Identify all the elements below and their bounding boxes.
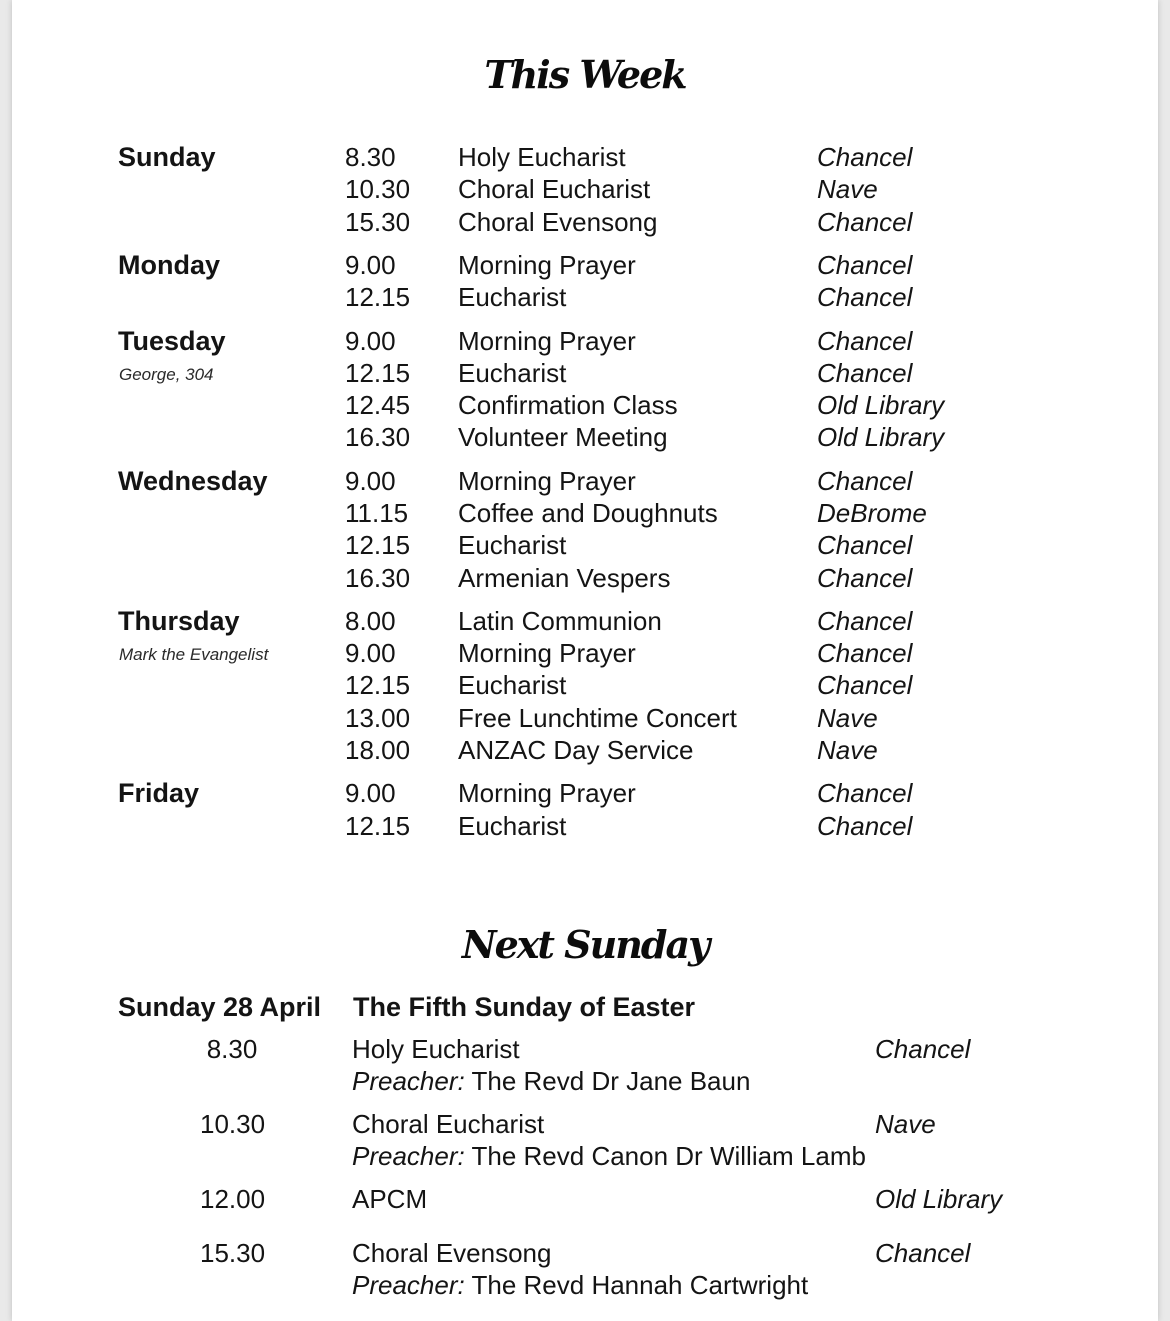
schedule-row <box>12 357 1158 389</box>
schedule-row <box>12 669 1158 701</box>
service-time: 12.15 <box>345 357 411 388</box>
service-place: Chancel <box>817 142 913 172</box>
service-time: 9.00 <box>345 249 396 280</box>
service-event: Morning Prayer <box>458 778 636 809</box>
service-time: 12.45 <box>345 390 411 421</box>
service-time: 9.00 <box>345 638 396 669</box>
service-time: 15.30 <box>200 1238 266 1268</box>
service-event: Morning Prayer <box>458 249 636 280</box>
service-event: Latin Communion <box>458 605 662 636</box>
next-sunday-date: Sunday 28 April <box>118 992 322 1022</box>
service-time: 12.15 <box>345 282 411 313</box>
schedule-row <box>12 605 1158 637</box>
service-place: Old Library <box>875 1184 1003 1214</box>
service-place: Chancel <box>817 325 913 356</box>
service-place: Chancel <box>875 1238 971 1268</box>
service-place: Chancel <box>817 778 913 809</box>
service-event: Volunteer Meeting <box>458 422 668 453</box>
service-event: Confirmation Class <box>458 390 678 421</box>
service-place: Old Library <box>817 390 945 421</box>
service-name: Choral Eucharist <box>352 1109 545 1139</box>
service-place: Nave <box>875 1109 936 1139</box>
service-event: Armenian Vespers <box>458 562 671 593</box>
schedule-row <box>12 281 1158 313</box>
service-event: Eucharist <box>458 810 567 841</box>
service-time: 12.15 <box>345 530 411 561</box>
service-time: 12.00 <box>200 1184 266 1214</box>
service-time: 11.15 <box>345 497 409 528</box>
this-week-heading: This Week <box>484 52 686 97</box>
preacher-name: The Revd Canon Dr William Lamb <box>471 1141 866 1171</box>
service-time: 12.15 <box>345 670 411 701</box>
service-event: ANZAC Day Service <box>458 735 694 766</box>
schedule-row <box>12 249 1158 281</box>
service-event: Eucharist <box>458 357 567 388</box>
service-name: APCM <box>352 1184 428 1214</box>
service-event: Eucharist <box>458 670 567 701</box>
schedule-row <box>12 734 1158 766</box>
service-place: Chancel <box>817 282 913 313</box>
service-name: Holy Eucharist <box>352 1034 520 1064</box>
service-time: 13.00 <box>345 702 411 733</box>
service-place: Chancel <box>817 670 913 701</box>
service-place: Chancel <box>817 249 913 280</box>
service-event: Coffee and Doughnuts <box>458 497 718 528</box>
preacher-name: The Revd Hannah Cartwright <box>471 1270 809 1300</box>
service-event: Choral Evensong <box>458 206 658 237</box>
service-time: 10.30 <box>200 1109 266 1139</box>
schedule-row <box>12 529 1158 561</box>
service-event: Holy Eucharist <box>458 142 626 172</box>
service-time: 8.00 <box>345 605 396 636</box>
service-event: Morning Prayer <box>458 465 636 496</box>
service-time: 10.30 <box>345 174 411 205</box>
day-name: Thursday <box>118 605 240 636</box>
schedule-row <box>12 465 1158 497</box>
service-place: Chancel <box>817 357 913 388</box>
service-place: Chancel <box>817 206 913 237</box>
service-place: DeBrome <box>817 497 927 528</box>
service-name: Choral Evensong <box>352 1238 552 1268</box>
service-event: Free Lunchtime Concert <box>458 702 737 733</box>
day-name: Tuesday <box>118 325 226 356</box>
service-place: Chancel <box>817 562 913 593</box>
service-preacher <box>352 1065 750 1097</box>
day-name: Friday <box>118 778 200 809</box>
service-time: 16.30 <box>345 422 411 453</box>
service-place: Chancel <box>875 1034 971 1064</box>
day-name: Wednesday <box>118 465 268 496</box>
day-name: Sunday <box>118 142 216 172</box>
service-time: 16.30 <box>345 562 411 593</box>
next-sunday-heading: Next Sunday <box>461 922 709 967</box>
preacher-label: Preacher: <box>352 1270 465 1300</box>
service-place: Chancel <box>817 638 913 669</box>
service-place: Chancel <box>817 465 913 496</box>
weekly-schedule <box>12 0 1158 1321</box>
preacher-label: Preacher: <box>352 1141 465 1171</box>
service-place: Nave <box>817 174 878 205</box>
schedule-row <box>12 421 1158 453</box>
service-place: Chancel <box>817 810 913 841</box>
schedule-row <box>12 562 1158 594</box>
schedule-row <box>12 173 1158 205</box>
service-time: 9.00 <box>345 778 396 809</box>
day-note: Mark the Evangelist <box>119 644 269 664</box>
schedule-row <box>12 325 1158 357</box>
service-event: Eucharist <box>458 530 567 561</box>
schedule-row <box>12 497 1158 529</box>
service-place: Chancel <box>817 605 913 636</box>
bulletin-page <box>12 0 1158 1321</box>
preacher-name: The Revd Dr Jane Baun <box>471 1066 751 1096</box>
day-name: Monday <box>118 249 221 280</box>
service-event: Eucharist <box>458 282 567 313</box>
day-note: George, 304 <box>119 364 214 384</box>
service-time: 9.00 <box>345 465 396 496</box>
service-time: 8.30 <box>206 1034 258 1064</box>
schedule-row <box>12 702 1158 734</box>
schedule-row <box>12 810 1158 842</box>
service-place: Nave <box>817 735 878 766</box>
service-event: Morning Prayer <box>458 638 636 669</box>
schedule-row <box>12 141 1158 173</box>
next-sunday-occasion: The Fifth Sunday of Easter <box>353 992 696 1022</box>
service-time: 18.00 <box>345 735 411 766</box>
service-preacher <box>352 1269 808 1301</box>
preacher-label: Preacher: <box>352 1066 465 1096</box>
schedule-row <box>12 206 1158 238</box>
service-place: Old Library <box>817 422 945 453</box>
service-place: Chancel <box>817 530 913 561</box>
schedule-row <box>12 777 1158 809</box>
schedule-row <box>12 637 1158 669</box>
service-time: 8.30 <box>345 142 396 172</box>
schedule-row <box>12 389 1158 421</box>
service-time: 15.30 <box>345 206 411 237</box>
service-place: Nave <box>817 702 878 733</box>
service-time: 12.15 <box>345 810 411 841</box>
service-event: Choral Eucharist <box>458 174 651 205</box>
service-event: Morning Prayer <box>458 325 636 356</box>
service-preacher <box>352 1140 866 1172</box>
service-time: 9.00 <box>345 325 396 356</box>
